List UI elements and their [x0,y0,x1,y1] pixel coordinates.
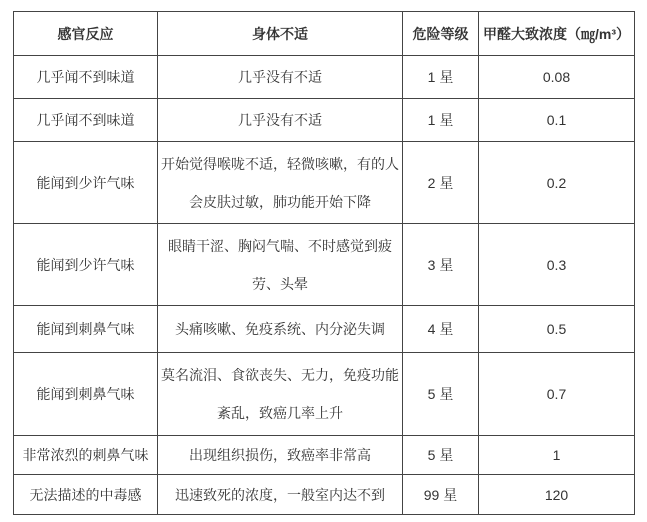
cell-sensory-reaction: 能闻到少许气味 [14,224,158,306]
cell-physical-discomfort: 头痛咳嗽、免疫系统、内分泌失调 [158,306,403,353]
cell-physical-discomfort: 莫名流泪、食欲丧失、无力，免疫功能紊乱，致癌几率上升 [158,353,403,436]
cell-danger-level: 99 星 [403,475,479,515]
cell-concentration: 0.1 [479,99,635,142]
cell-physical-discomfort: 出现组织损伤，致癌率非常高 [158,436,403,475]
cell-sensory-reaction: 几乎闻不到味道 [14,56,158,99]
header-concentration: 甲醛大致浓度（㎎/m³） [479,12,635,56]
table-header-row [14,12,635,56]
cell-concentration: 120 [479,475,635,515]
header-sensory-reaction: 感官反应 [14,12,158,56]
cell-danger-level: 4 星 [403,306,479,353]
cell-concentration: 0.2 [479,142,635,224]
table-row [14,436,635,475]
cell-sensory-reaction: 能闻到刺鼻气味 [14,306,158,353]
table-row [14,56,635,99]
cell-physical-discomfort: 眼睛干涩、胸闷气喘、不时感觉到疲劳、头晕 [158,224,403,306]
cell-danger-level: 1 星 [403,99,479,142]
formaldehyde-level-table [13,11,635,515]
cell-concentration: 0.7 [479,353,635,436]
cell-sensory-reaction: 非常浓烈的刺鼻气味 [14,436,158,475]
cell-danger-level: 3 星 [403,224,479,306]
table-row [14,142,635,224]
cell-sensory-reaction: 无法描述的中毒感 [14,475,158,515]
cell-physical-discomfort: 迅速致死的浓度，一般室内达不到 [158,475,403,515]
cell-physical-discomfort: 开始觉得喉咙不适，轻微咳嗽，有的人会皮肤过敏，肺功能开始下降 [158,142,403,224]
cell-concentration: 0.3 [479,224,635,306]
cell-concentration: 0.08 [479,56,635,99]
table-row [14,306,635,353]
table-row [14,99,635,142]
cell-concentration: 1 [479,436,635,475]
header-danger-level: 危险等级 [403,12,479,56]
table-row [14,475,635,515]
table-row [14,224,635,306]
table-row [14,353,635,436]
header-physical-discomfort: 身体不适 [158,12,403,56]
cell-physical-discomfort: 几乎没有不适 [158,56,403,99]
cell-danger-level: 1 星 [403,56,479,99]
cell-sensory-reaction: 能闻到少许气味 [14,142,158,224]
cell-danger-level: 2 星 [403,142,479,224]
cell-physical-discomfort: 几乎没有不适 [158,99,403,142]
cell-danger-level: 5 星 [403,353,479,436]
cell-sensory-reaction: 能闻到刺鼻气味 [14,353,158,436]
cell-sensory-reaction: 几乎闻不到味道 [14,99,158,142]
cell-danger-level: 5 星 [403,436,479,475]
cell-concentration: 0.5 [479,306,635,353]
